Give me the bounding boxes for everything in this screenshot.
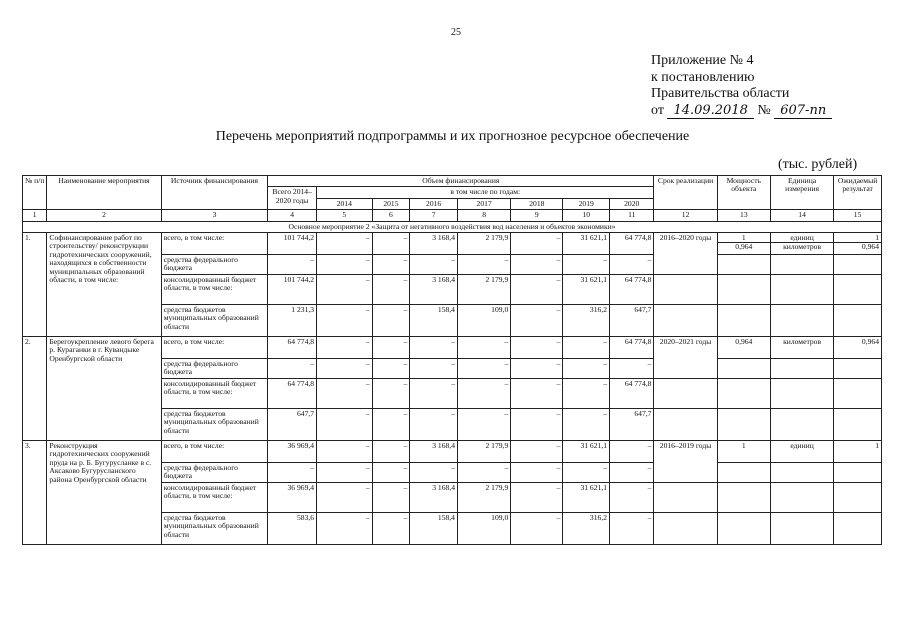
year-cell: – [372, 233, 410, 255]
table-row [23, 441, 882, 463]
year-cell: 64 774,8 [610, 337, 654, 359]
empty-cell [717, 359, 770, 379]
empty-cell [834, 513, 882, 545]
source-cell: средства федерального бюджета [161, 255, 268, 275]
year-cell: 64 774,8 [610, 233, 654, 255]
item-number: 3. [23, 441, 47, 545]
header-num: № п/п [23, 176, 47, 210]
empty-cell [717, 379, 770, 409]
section-row [23, 221, 882, 232]
year-cell: 3 168,4 [410, 233, 458, 255]
year-cell: – [317, 337, 372, 359]
year-cell: – [457, 359, 510, 379]
header-volume: Объем финансирования [268, 176, 654, 187]
empty-cell [654, 255, 717, 275]
source-cell: средства бюджетов муниципальных образований области [161, 513, 268, 545]
header-by-years: в том числе по годам: [317, 187, 654, 198]
item-name: Берегоукрепление левого берега р. Кураганки в г. Кувандыке Оренбургской области [47, 337, 161, 441]
year-cell: – [610, 359, 654, 379]
unit-measure-cell [770, 233, 833, 255]
column-number: 9 [511, 210, 563, 221]
year-cell: – [511, 359, 563, 379]
year-cell: – [511, 275, 563, 305]
year-cell: – [317, 233, 372, 255]
empty-cell [770, 513, 833, 545]
appendix-date-line [651, 103, 832, 120]
header-row-1 [23, 176, 882, 187]
unit-measure-cell [770, 441, 833, 463]
total-cell: 36 969,4 [268, 441, 317, 463]
empty-cell [834, 483, 882, 513]
empty-cell [834, 275, 882, 305]
year-cell: – [410, 359, 458, 379]
year-cell: 2 179,9 [457, 483, 510, 513]
value-line: 0,964 [735, 337, 753, 347]
document-title: Перечень мероприятий подпрограммы и их прогнозное ресурсное обеспечение [215, 129, 690, 144]
empty-cell [654, 483, 717, 513]
from-label: от [651, 102, 664, 118]
header-year: 2016 [410, 198, 458, 209]
year-cell: – [372, 463, 410, 483]
empty-cell [654, 409, 717, 441]
empty-cell [770, 255, 833, 275]
total-cell: 583,6 [268, 513, 317, 545]
year-cell: 316,2 [563, 513, 610, 545]
source-cell: всего, в том числе: [161, 233, 268, 255]
year-cell: – [410, 255, 458, 275]
empty-cell [654, 275, 717, 305]
handwritten-date: 14.09.2018 [667, 103, 753, 119]
value-line: 0,964 [861, 337, 879, 347]
year-cell: – [317, 275, 372, 305]
column-number: 6 [372, 210, 410, 221]
year-cell: 316,2 [563, 305, 610, 337]
page-number: 25 [451, 27, 461, 38]
header-year: 2017 [457, 198, 510, 209]
year-cell: – [317, 463, 372, 483]
empty-cell [654, 513, 717, 545]
header-expected: Ожидаемый результат [834, 176, 882, 210]
header-year: 2019 [563, 198, 610, 209]
empty-cell [717, 275, 770, 305]
year-cell: – [610, 513, 654, 545]
year-cell: 158,4 [410, 305, 458, 337]
column-number: 2 [47, 210, 161, 221]
item-number: 1. [23, 233, 47, 337]
table-row [23, 233, 882, 255]
term-cell: 2020–2021 годы [654, 337, 717, 359]
year-cell: – [511, 483, 563, 513]
year-cell: 2 179,9 [457, 233, 510, 255]
number-label: № [757, 102, 771, 118]
header-unit-measure: Единица измерения [770, 176, 833, 210]
year-cell: – [410, 379, 458, 409]
expected-cell [834, 233, 882, 255]
year-cell: 2 179,9 [457, 275, 510, 305]
column-number: 1 [23, 210, 47, 221]
source-cell: консолидированный бюджет области, в том числе: [161, 483, 268, 513]
value-line: 1 [875, 441, 879, 451]
empty-cell [717, 255, 770, 275]
column-number: 3 [161, 210, 268, 221]
empty-cell [717, 483, 770, 513]
empty-cell [654, 305, 717, 337]
column-number: 5 [317, 210, 372, 221]
value-line: 0,964 [718, 242, 770, 251]
year-cell: – [511, 305, 563, 337]
capacity-cell [717, 233, 770, 255]
year-cell: – [610, 441, 654, 463]
year-cell: – [511, 463, 563, 483]
year-cell: – [317, 379, 372, 409]
year-cell: – [410, 409, 458, 441]
year-cell: – [317, 305, 372, 337]
empty-cell [834, 359, 882, 379]
header-total: Всего 2014–2020 годы [268, 187, 317, 210]
year-cell: 647,7 [610, 409, 654, 441]
appendix-line-2: к постановлению [651, 69, 755, 85]
header-term: Срок реализации [654, 176, 717, 210]
year-cell: – [563, 409, 610, 441]
header-source: Источник финансирования [161, 176, 268, 210]
year-cell: – [410, 463, 458, 483]
empty-cell [834, 379, 882, 409]
term-cell: 2016–2020 годы [654, 233, 717, 255]
year-cell: – [610, 483, 654, 513]
empty-cell [770, 359, 833, 379]
total-cell: 64 774,8 [268, 337, 317, 359]
source-cell: средства федерального бюджета [161, 359, 268, 379]
year-cell: – [610, 463, 654, 483]
empty-cell [770, 275, 833, 305]
empty-cell [770, 305, 833, 337]
column-number: 8 [457, 210, 510, 221]
year-cell: 64 774,8 [610, 275, 654, 305]
year-cell: 109,0 [457, 513, 510, 545]
year-cell: – [372, 337, 410, 359]
empty-cell [770, 379, 833, 409]
source-cell: консолидированный бюджет области, в том числе: [161, 275, 268, 305]
header-year: 2018 [511, 198, 563, 209]
year-cell: – [563, 379, 610, 409]
source-cell: средства бюджетов муниципальных образований области [161, 305, 268, 337]
year-cell: – [410, 337, 458, 359]
year-cell: – [563, 359, 610, 379]
empty-cell [770, 463, 833, 483]
year-cell: – [372, 255, 410, 275]
year-cell: – [563, 463, 610, 483]
year-cell: – [511, 337, 563, 359]
section-title: Основное мероприятие 2 «Защита от негативного воздействия вод населения и объектов экономики» [23, 221, 882, 232]
year-cell: – [511, 233, 563, 255]
item-number: 2. [23, 337, 47, 441]
column-number: 12 [654, 210, 717, 221]
year-cell: 64 774,8 [610, 379, 654, 409]
year-cell: – [372, 513, 410, 545]
item-name: Реконструкция гидротехнических сооружений пруда на р. Б. Бугурусланке в с. Аксаково Бугурусланского района Оренбургской области [47, 441, 161, 545]
total-cell: – [268, 359, 317, 379]
empty-cell [717, 463, 770, 483]
year-cell: – [457, 379, 510, 409]
year-cell: – [372, 409, 410, 441]
unit-measure-cell [770, 337, 833, 359]
year-cell: 2 179,9 [457, 441, 510, 463]
year-cell: – [372, 379, 410, 409]
year-cell: – [317, 255, 372, 275]
source-cell: средства федерального бюджета [161, 463, 268, 483]
value-line: единиц [790, 233, 814, 243]
financing-table [22, 175, 882, 545]
year-cell: – [610, 255, 654, 275]
year-cell: 31 621,1 [563, 483, 610, 513]
year-cell: – [457, 409, 510, 441]
header-capacity: Мощность объекта [717, 176, 770, 210]
total-cell: 36 969,4 [268, 483, 317, 513]
year-cell: – [372, 483, 410, 513]
empty-cell [834, 305, 882, 337]
empty-cell [717, 409, 770, 441]
appendix-line-3: Правительства области [651, 86, 790, 101]
year-cell: – [511, 409, 563, 441]
header-year: 2015 [372, 198, 410, 209]
year-cell: – [317, 513, 372, 545]
total-cell: 1 231,3 [268, 305, 317, 337]
year-cell: 158,4 [410, 513, 458, 545]
appendix-block [651, 53, 832, 119]
column-number: 4 [268, 210, 317, 221]
year-cell: 647,7 [610, 305, 654, 337]
header-year: 2020 [610, 198, 654, 209]
total-cell: 647,7 [268, 409, 317, 441]
total-cell: 64 774,8 [268, 379, 317, 409]
empty-cell [654, 379, 717, 409]
year-cell: – [317, 441, 372, 463]
year-cell: 31 621,1 [563, 275, 610, 305]
column-number: 7 [410, 210, 458, 221]
year-cell: – [511, 255, 563, 275]
source-cell: средства бюджетов муниципальных образований области [161, 409, 268, 441]
total-cell: 101 744,2 [268, 233, 317, 255]
year-cell: 109,0 [457, 305, 510, 337]
year-cell: – [317, 483, 372, 513]
header-name: Наименование мероприятия [47, 176, 161, 210]
value-line: единиц [790, 441, 814, 451]
header-year: 2014 [317, 198, 372, 209]
source-cell: консолидированный бюджет области, в том числе: [161, 379, 268, 409]
year-cell: – [457, 337, 510, 359]
value-line: 1 [875, 233, 879, 243]
expected-cell [834, 441, 882, 463]
empty-cell [717, 513, 770, 545]
table-row [23, 337, 882, 359]
capacity-cell [717, 441, 770, 463]
empty-cell [770, 483, 833, 513]
year-cell: 31 621,1 [563, 441, 610, 463]
value-line: километров [783, 337, 822, 347]
term-cell: 2016–2019 годы [654, 441, 717, 463]
empty-cell [654, 359, 717, 379]
year-cell: – [563, 337, 610, 359]
total-cell: – [268, 463, 317, 483]
unit-label: (тыс. рублей) [778, 157, 858, 172]
empty-cell [717, 305, 770, 337]
column-number-row [23, 210, 882, 221]
value-line: 1 [741, 233, 746, 243]
column-number: 11 [610, 210, 654, 221]
total-cell: – [268, 255, 317, 275]
year-cell: – [457, 255, 510, 275]
year-cell: – [457, 463, 510, 483]
handwritten-number: 607-пп [774, 103, 832, 119]
empty-cell [834, 255, 882, 275]
source-cell: всего, в том числе: [161, 441, 268, 463]
year-cell: – [511, 513, 563, 545]
year-cell: – [372, 359, 410, 379]
column-number: 10 [563, 210, 610, 221]
year-cell: – [317, 359, 372, 379]
value-line: километров [771, 242, 833, 251]
year-cell: – [372, 441, 410, 463]
year-cell: – [317, 409, 372, 441]
year-cell: 3 168,4 [410, 483, 458, 513]
appendix-line-1: Приложение № 4 [651, 53, 754, 68]
year-cell: – [372, 305, 410, 337]
year-cell: – [372, 275, 410, 305]
column-number: 14 [770, 210, 833, 221]
year-cell: 3 168,4 [410, 441, 458, 463]
expected-cell [834, 337, 882, 359]
empty-cell [834, 409, 882, 441]
item-name: Софинансирование работ по строительству/ реконструкции гидротехнических сооружений, находящихся в собственности муниципальных образований области, в том числе: [47, 233, 161, 337]
column-number: 13 [717, 210, 770, 221]
empty-cell [834, 463, 882, 483]
empty-cell [654, 463, 717, 483]
value-line: 1 [741, 441, 746, 451]
total-cell: 101 744,2 [268, 275, 317, 305]
year-cell: 3 168,4 [410, 275, 458, 305]
source-cell: всего, в том числе: [161, 337, 268, 359]
year-cell: – [563, 255, 610, 275]
capacity-cell [717, 337, 770, 359]
year-cell: – [511, 441, 563, 463]
column-number: 15 [834, 210, 882, 221]
year-cell: 31 621,1 [563, 233, 610, 255]
year-cell: – [511, 379, 563, 409]
empty-cell [770, 409, 833, 441]
value-line: 0,964 [834, 242, 881, 251]
